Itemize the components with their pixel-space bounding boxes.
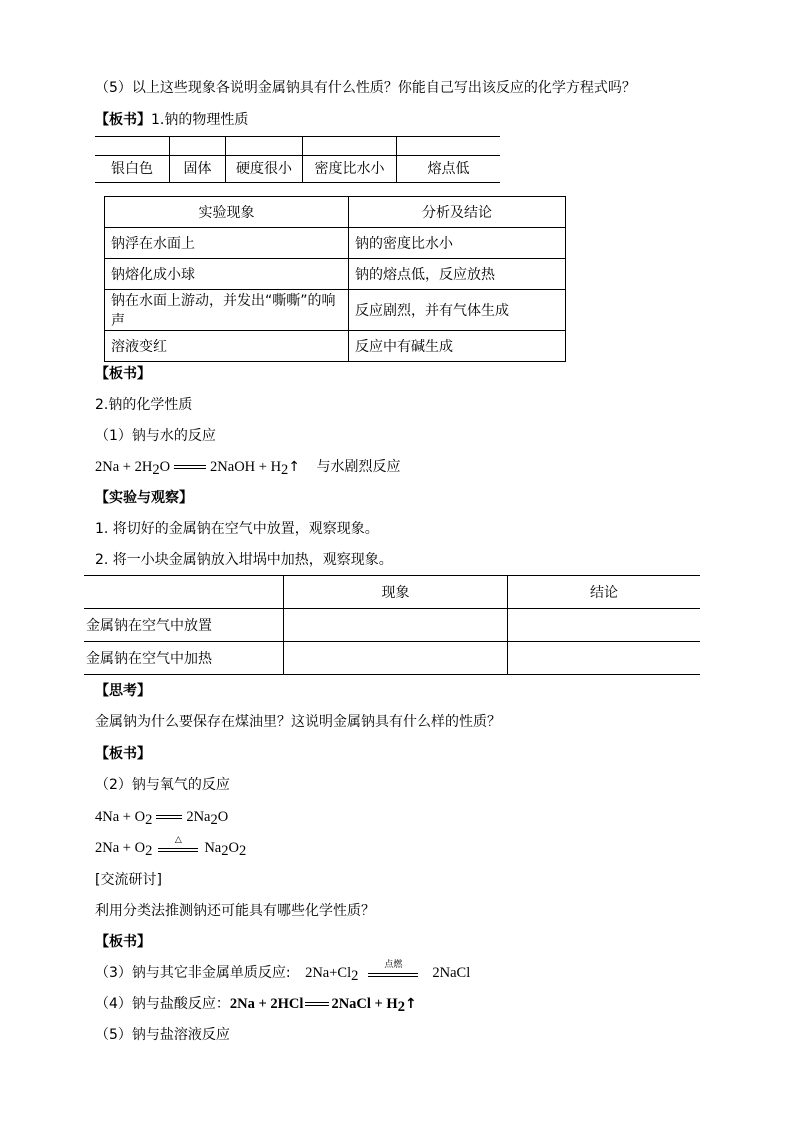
phenomenon-cell: 钠浮在水面上: [105, 228, 349, 259]
table-row: [105, 290, 566, 331]
prop-cell: 银白色: [95, 156, 170, 183]
board-tag: 【板书】: [95, 934, 151, 950]
prop-cell: 硬度很小: [226, 156, 303, 183]
equation-na-oxygen-1: $4Na + O_2$ $2Na_2O$: [95, 809, 229, 828]
conclusion-cell: 钠的熔点低，反应放热: [349, 259, 566, 290]
conclusion-cell: 反应剧烈，并有气体生成: [349, 290, 566, 331]
heat-condition-arrow: [158, 835, 198, 857]
row-label: 金属钠在空气中加热: [84, 642, 284, 675]
conclusion-cell: 钠的密度比水小: [349, 228, 566, 259]
chemical-properties-heading: 2.钠的化学性质: [95, 397, 193, 413]
nonmetal-label: （3）钠与其它非金属单质反应:: [95, 965, 291, 981]
think-tag: 【思考】: [95, 683, 151, 699]
equation-na-water: $2Na + 2H_2O$ 2NaOH + $H_2↑$ 与水剧烈反应: [95, 459, 401, 478]
board-tag: 【板书】: [95, 746, 151, 762]
phenomenon-cell: 钠熔化成小球: [105, 259, 349, 290]
equals-sign: [156, 811, 182, 823]
header-blank: [84, 576, 284, 609]
experiment-table: [104, 196, 566, 362]
oxygen-reaction-heading: （2）钠与氧气的反应: [95, 777, 230, 793]
nonmetal-reaction: （3）钠与其它非金属单质反应: $2Na+Cl_2$ 点燃 2NaCl: [95, 960, 471, 984]
table-row: [105, 259, 566, 290]
acid-label: （4）钠与盐酸反应：: [95, 996, 230, 1012]
equation-note: 与水剧烈反应: [316, 459, 401, 475]
physical-properties-table: [95, 136, 500, 183]
phenomenon-cell: 钠在水面上游动，并发出“嘶嘶”的响声: [105, 290, 349, 331]
equation-na-oxygen-2: $2Na + O_2$ △ $Na_2O_2$: [95, 835, 247, 859]
phenomenon-input-cell[interactable]: [284, 642, 508, 675]
header-phenomenon: 实验现象: [105, 197, 349, 228]
phenomenon-cell: 溶液变红: [105, 331, 349, 362]
conclusion-input-cell[interactable]: [508, 642, 701, 675]
step-1: 1. 将切好的金属钠在空气中放置，观察现象。: [95, 521, 379, 537]
header-phenomenon: 现象: [284, 576, 508, 609]
equals-sign: [305, 998, 329, 1010]
board-physical: [95, 110, 248, 130]
salt-reaction-heading: （5）钠与盐溶液反应: [95, 1027, 230, 1043]
table-row: [84, 642, 700, 675]
prop-cell: 密度比水小: [303, 156, 397, 183]
physical-heading: 1.钠的物理性质: [151, 112, 249, 128]
question-5: （5）以上这些现象各说明金属钠具有什么性质？你能自己写出该反应的化学方程式吗？: [95, 80, 636, 96]
phenomenon-input-cell[interactable]: [284, 609, 508, 642]
think-question: 金属钠为什么要保存在煤油里？这说明金属钠具有什么样的性质？: [95, 714, 501, 730]
prop-cell: 固体: [170, 156, 226, 183]
heat-icon: △: [174, 835, 182, 845]
table-row: [105, 228, 566, 259]
experiment-observe-tag: 【实验与观察】: [95, 490, 193, 506]
conclusion-input-cell[interactable]: [508, 609, 701, 642]
observation-table: [84, 575, 700, 675]
table-row: [84, 609, 700, 642]
board-tag: 【板书】: [95, 112, 151, 128]
conclusion-cell: 反应中有碱生成: [349, 331, 566, 362]
header-conclusion: 结论: [508, 576, 701, 609]
step-2: 2. 将一小块金属钠放入坩埚中加热，观察现象。: [95, 552, 393, 568]
prop-cell: 熔点低: [397, 156, 501, 183]
acid-reaction: （4）钠与盐酸反应：2Na + 2HCl 2NaCl + $H_2↑$: [95, 996, 417, 1015]
exchange-tag: [交流研讨]: [95, 872, 162, 888]
table-row: [105, 331, 566, 362]
exchange-question: 利用分类法推测钠还可能具有哪些化学性质？: [95, 903, 375, 919]
row-label: 金属钠在空气中放置: [84, 609, 284, 642]
ignite-condition-arrow: 点燃: [368, 964, 418, 982]
header-conclusion: 分析及结论: [349, 197, 566, 228]
board-tag: 【板书】: [95, 366, 151, 382]
equals-sign: [174, 461, 206, 473]
water-reaction-heading: （1）钠与水的反应: [95, 428, 216, 444]
